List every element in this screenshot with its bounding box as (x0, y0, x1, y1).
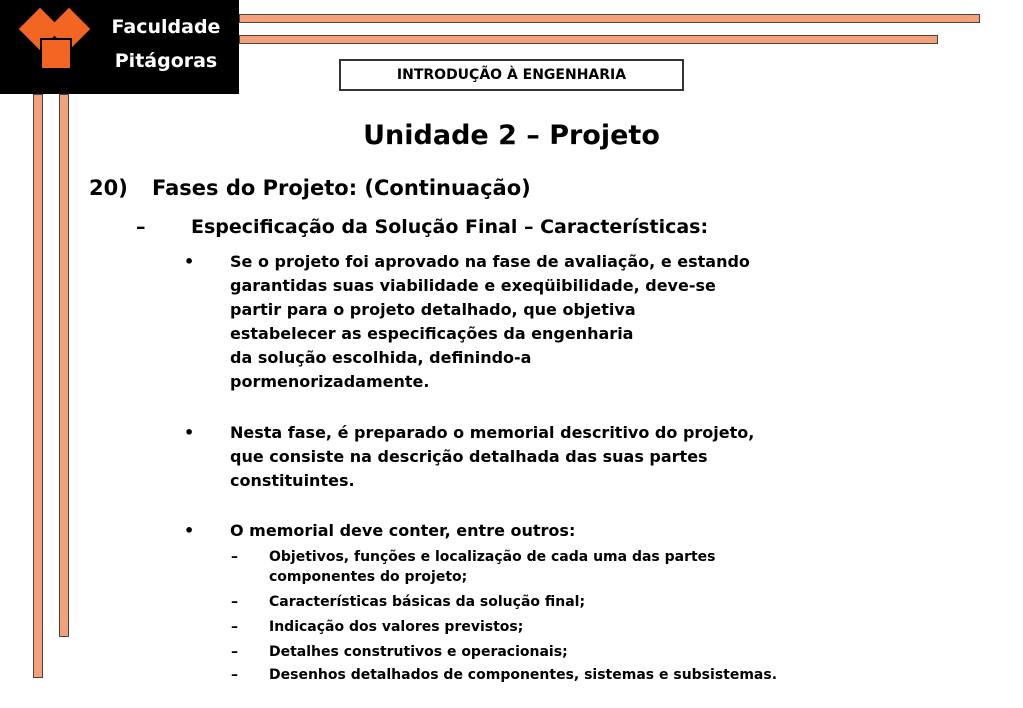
memorial-item-marker: – (231, 594, 238, 610)
memorial-item-text: Desenhos detalhados de componentes, sistemas e subsistemas. (269, 667, 778, 683)
subsection-dash: – (136, 216, 146, 238)
bullet-marker: • (184, 423, 195, 442)
course-title: INTRODUÇÃO À ENGENHARIA (339, 59, 684, 91)
logo-text-line2: Pitágoras (114, 50, 218, 72)
section-label: Fases do Projeto: (Continuação) (152, 176, 531, 200)
logo-text-line1: Faculdade (111, 16, 221, 38)
memorial-item-marker: – (231, 549, 238, 565)
bullet-text: Se o projeto foi aprovado na fase de avaliação, e estando garantidas suas viabilidade e exeqüibilidade, deve-se partir para o projeto detalhado, que objetiva estabelecer as especificações da engenharia da solução escolhida, definindo-a pormenorizadamente. (230, 252, 750, 391)
logo (0, 0, 239, 94)
bullet-text: Nesta fase, é preparado o memorial descritivo do projeto, que consiste na descrição detalhada das suas partes constituintes. (230, 423, 755, 490)
section-number: 20) (89, 176, 128, 200)
bullet-text: O memorial deve conter, entre outros: (230, 521, 576, 540)
slide-title: Unidade 2 – Projeto (363, 120, 660, 151)
left-decor-bar-1 (33, 94, 43, 678)
bullet-marker: • (184, 521, 195, 540)
memorial-item-marker: – (231, 619, 238, 635)
left-decor-bar-2 (59, 94, 69, 637)
memorial-item-text: Indicação dos valores previstos; (269, 619, 524, 635)
subsection-label: Especificação da Solução Final – Características: (191, 216, 709, 238)
memorial-item-marker: – (231, 644, 238, 660)
memorial-item-text: Detalhes construtivos e operacionais; (269, 644, 568, 660)
bullet-marker: • (184, 252, 195, 271)
memorial-item-marker: – (231, 667, 238, 683)
subsection-heading (136, 216, 708, 238)
memorial-item-text: Objetivos, funções e localização de cada uma das partes componentes do projeto; (269, 549, 716, 585)
section-heading (89, 176, 531, 200)
memorial-item-text: Características básicas da solução final; (269, 594, 586, 610)
top-decor-bar-1 (239, 14, 980, 23)
top-decor-bar-2 (239, 35, 938, 44)
logo-square (40, 38, 72, 70)
